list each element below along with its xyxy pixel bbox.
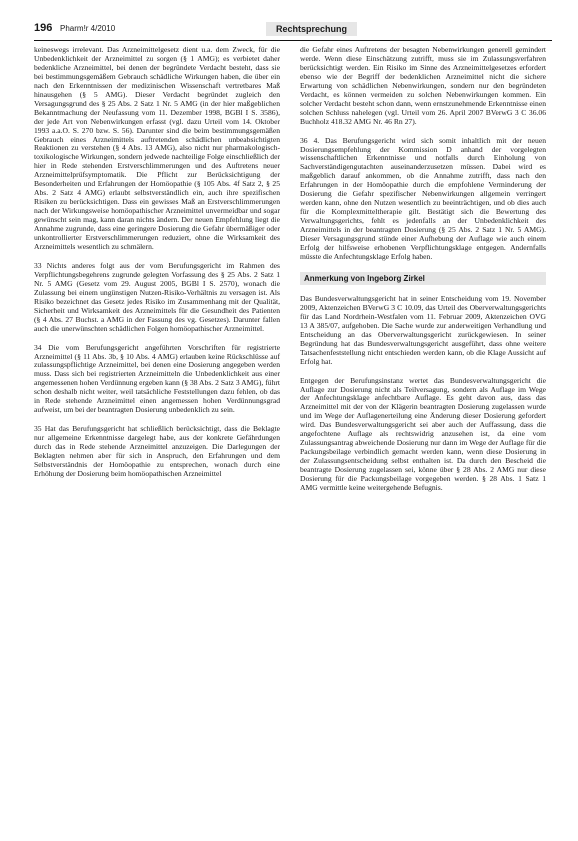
page-header (34, 22, 552, 42)
paragraph: die Gefahr eines Auftretens der besagten Nebenwirkungen generell gemindert werde. Wenn diese Einschätzung zutrifft, muss sie im Zulassungsverfahren berücksichtigt werden. Ein Risiko im Sinne des Arzneimittelgesetzes erfordert ebenso wie der Begriff der bedenklichen Arzneimittel nicht die sichere Erwartung von schädlichen Nebenwirkungen, sondern nur den begründeten Verdacht, es können vermeiden zu solchen Nebenwirkungen kommen. Ein solcher Verdacht besteht schon dann, wenn ernstzunehmende Erkenntnisse einen solchen Schluss nahelegen (vgl. Urteil vom 26. April 2007 BVerwG 3 C 36.06 Buchholz 418.32 AMG Nr. 46 Rn 27). (300, 45, 546, 126)
paragraph: Das Bundesverwaltungsgericht hat in seiner Entscheidung vom 19. November 2009, Aktenzeichen BVerwG 3 C 10.09, das Urteil des Oberverwaltungsgerichts für das Land Nordrhein-Westfalen vom 11. Februar 2009, Aktenzeichen OVG 13 A 385/07, aufgehoben. Die Sache wurde zur anderweitigen Verhandlung und Entscheidung an das Oberverwaltungsgericht zurückgewiesen. In seiner Begründung hat das Bundesverwaltungsgericht ausgeführt, dass ohne weitere Tatsachenfeststellung nicht entschieden werden kann, ob die Klage Aussicht auf Erfolg hat. (300, 293, 546, 366)
left-column (34, 46, 280, 489)
section-title: Rechtsprechung (266, 22, 357, 36)
paragraph: keineswegs irrelevant. Das Arzneimittelgesetz dient u.a. dem Zweck, für die Unbedenklichkeit der Arzneimittel zu sorgen (§ 1 AMG); es verbietet daher bedenkliche Arzneimittel, bei denen der begründete Verdacht besteht, dass sie bei bestimmungsgemäßem Gebrauch schädliche Wirkungen haben, die über ein nach den Erkenntnissen der medizinischen Wissenschaft vertretbares Maß hinausgehen (§ 5 AMG). Dieser Verdacht begründet zugleich den Versagungsgrund des § 25 Abs. 2 Satz 1 Nr. 5 AMG (in der hier maßgeblichen Bekanntmachung der Neufassung vom 11. Dezember 1998, BGBl I S. 3586), der jede Art von Nebenwirkungen erfasst (vgl. dazu Urteil vom 14. Oktober 1993 a.a.O. S. 270 bzw. S. 56). Darunter sind die beim bestimmungsgemäßen Gebrauch eines Arzneimittels auftretenden schädlichen unbeabsichtigten Reaktionen zu verstehen (§ 4 Abs. 13 AMG), also nicht nur pharmakologisch-toxikologische Wirkungen, sondern jedwede nachteilige Folge einschließlich der hier in Rede stehenden Erstverschlimmerungen und des Auftretens neuer Arzneimittelprüfsymptomatik. Die Pflicht zur Berücksichtigung der Besonderheiten und Erfahrungen der Homöopathie (§ 105 Abs. 4f Satz 2, § 25 Abs. 2 Satz 4 AMG) erlaubt selbstverständlich ein, auch ihre spezifischen Risiken zu berücksichtigen. Dass ein gewisses Maß an Erstverschlimmerungen nach der Wirkungsweise homöopathischer Arzneimittel unvermeidbar und sogar gewünscht sein mag, kann daran nichts ändern. Der neuen Empfehlung liegt die Annahme zugrunde, dass eine geringere Dosierung die Gefahr übermäßiger oder unkontrollierter Erstverschlimmerungen reduziert, ohne die Wirksamkeit des Arzneimittels wesentlich zu schmälern. (34, 45, 280, 251)
page-number: 196 (34, 22, 53, 34)
paragraph: 36 4. Das Berufungsgericht wird sich somit inhaltlich mit der neuen Dosierungsempfehlung der Kommission D anhand der vorgelegten wissenschaftlichen Erkenntnisse und notfalls durch Einholung von Sachverständigengutachten auseinanderzusetzen müssen. Dabei wird es maßgeblich darauf ankommen, ob die Annahme zutrifft, dass nach den Erfahrungen in der Homöopathie durch die empfohlene Verminderung der Dosierung die Gefahr spezifischer Nebenwirkungen allgemein verringert werden kann, ohne den Nutzen wesentlich zu beeinträchtigen, und ob dies auch für die Komplexmitteltherapie gilt. Bestätigt sich die Bewertung des Verwaltungsgerichts, fehlt es jedenfalls an der Unbedenklichkeit des Arzneimittels in der beantragten Dosierung (§ 25 Abs. 2 Satz 1 Nr. 5 AMG). Dieser Versagungsgrund stünde einer Aufhebung der Auflage wie auch einem Erfolg der hilfsweise erhobenen Verpflichtungsklage entgegen. Andernfalls müsste die Anfechtungsklage Erfolg haben. (300, 135, 546, 261)
paragraph: 34 Die vom Berufungsgericht angeführten Vorschriften für registrierte Arzneimittel (§ 11 Abs. 3b, § 10 Abs. 4 AMG) erlauben keine Rückschlüsse auf zulassungspflichtige Arzneimittel, bei denen eine Dosierung angegeben werden muss. Dass sich bei registrierten Arzneimitteln die Unbedenklichkeit aus einer angemessenen hohen Verdünnung ergeben kann (§ 38 Abs. 2 Satz 3 AMG), führt schon deshalb nicht weiter, weil tatsächliche Feststellungen dazu fehlen, ob das in Rede stehende Arzneimittel einen angemessen hohen Verdünnungsgrad aufweist, um bei der beantragten Dosierung unbedenklich zu sein. (34, 342, 280, 415)
journal-name: Pharm!r 4/2010 (60, 24, 116, 33)
paragraph: 33 Nichts anderes folgt aus der vom Berufungsgericht im Rahmen des Verpflichtungsbegehrens zugrunde gelegten Vorfassung des § 25 Abs. 2 Satz 1 Nr. 5 AMG (Gesetz vom 29. August 2005, BGBl I S. 2570), wonach die Zulassung bei einem ungünstigen Nutzen-Risiko-Verhältnis zu versagen ist. Als Risiko bezeichnet das Gesetz jedes Risiko im Zusammenhang mit der Qualität, Sicherheit und Wirksamkeit des Arzneimittels für die Gesundheit des Patienten (§ 4 Abs. 27 Buchst. a AMG in der Fassung des vg. Gesetzes). Darunter fallen auch die unerwünschten schädlichen Folgen homöopathischer Arzneimittel. (34, 260, 280, 333)
annotation-heading: Anmerkung von Ingeborg Zirkel (300, 272, 546, 285)
paragraph: 35 Hat das Berufungsgericht hat schließlich berücksichtigt, dass die Beklagte nur allgemeine Erkenntnisse dargelegt habe, aus der konkrete Gefährdungen durch das in Rede stehende Arzneimittel anzuzeigen. Die Darlegungen der Beklagten nehmen aber für sich in Anspruch, den Erfahrungen und dem Selbstverständnis der Homöopathie zu entsprechen, wonach durch eine Erhöhung der Dosierung beim homöopathischen Arzneimittel (34, 424, 280, 478)
right-column (300, 46, 546, 503)
paragraph: Entgegen der Berufungsinstanz wertet das Bundesverwaltungsgericht die Auflage zur Dosierung nicht als Teilversagung, sondern als Auflage im Wege der Anfechtungsklage anfechtbare Auflage. Es geht davon aus, dass das Arzneimittel mit der von der Klägerin beantragten Dosierung zugelassen wurde und im Wege der Auflagenerteilung eine Änderung dieser Dosierung gefordert wird. Das Bundesverwaltungsgericht sei aber auch der Auffassung, dass die angefochtene Auflage als rechtswidrig anzusehen ist, da eine vom Zulassungsantrag abweichende Dosierung nur dann im Wege der Auflage für die Packungsbeilage verbindlich gemacht werden kann, wenn diese Dosierung in der Zulassungsentscheidung selbst enthalten ist. Da durch den Bescheid die beantragte Dosierung zugelassen sei, könne über § 28 Abs. 2 AMG nur diese Dosierung für die Packungsbeilage vorgegeben werden. § 28 Abs. 1 Satz 1 AMG vermittle keine weitergehende Befugnis. (300, 375, 546, 492)
header-rule (34, 40, 552, 41)
